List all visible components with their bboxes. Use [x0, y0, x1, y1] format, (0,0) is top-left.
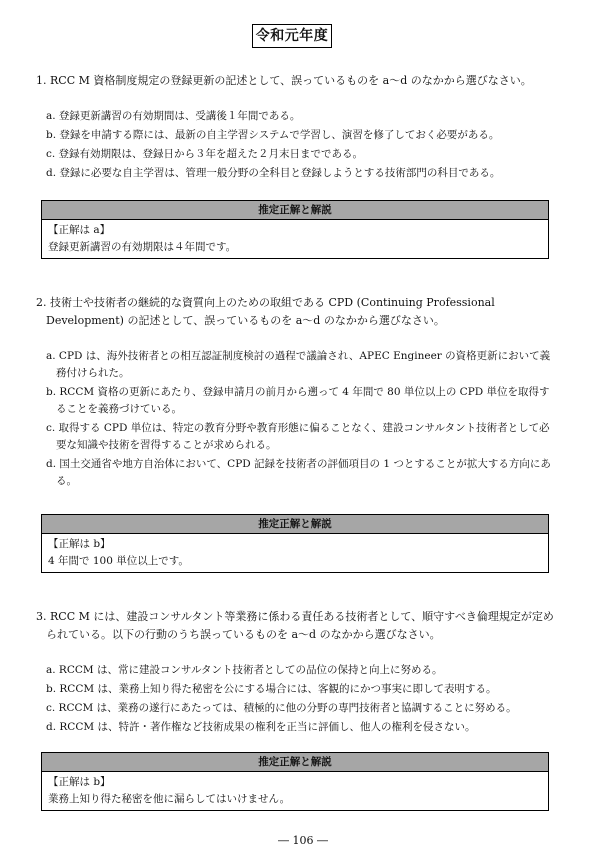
answer-box-header: 推定正解と解説 [42, 753, 548, 772]
answer-explanation: 4 年間で 100 単位以上です。 [48, 555, 189, 567]
answer-explanation: 業務上知り得た秘密を他に漏らしてはいけません。 [48, 793, 291, 805]
page-number: ― 106 ― [278, 834, 328, 847]
option-d: d. 国土交通省や地方自治体において、CPD 記録を技術者の評価項目の 1 つとすることが拡大する方向にある。 [46, 458, 551, 487]
question-2-stem: 2. 技術士や技術者の継続的な資質向上のための取組である CPD (Continuing Professional Development) の記述として、誤っているものを a～d のなかから選びなさい。 [36, 296, 495, 327]
question-1 [36, 72, 556, 90]
option-c: c. 登録有効期限は、登録日から３年を超えた２月末日までである。 [46, 148, 364, 160]
option-b: b. 登録を申請する際には、最新の自主学習システムで学習し、演習を修了しておく必要がある。 [46, 129, 500, 141]
page-title: 令和元年度 [252, 24, 332, 48]
question-1-options [46, 108, 556, 184]
option-a: a. RCCM は、常に建設コンサルタント技術者としての品位の保持と向上に努める。 [46, 664, 443, 676]
question-1-stem: 1. RCC M 資格制度規定の登録更新の記述として、誤っているものを a～d のなかから選びなさい。 [36, 74, 532, 87]
question-3 [36, 608, 556, 644]
answer-label: 【正解は a】 [48, 224, 111, 236]
answer-box-2 [41, 514, 549, 573]
option-d: d. RCCM は、特許・著作権など技術成果の権利を正当に評価し、他人の権利を侵さない。 [46, 721, 476, 733]
option-b: b. RCCM 資格の更新にあたり、登録申請月の前月から遡って 4 年間で 80 単位以上の CPD 単位を取得することを義務づけている。 [46, 386, 550, 415]
option-a: a. 登録更新講習の有効期間は、受講後１年間である。 [46, 110, 301, 122]
option-c: c. 取得する CPD 単位は、特定の教育分野や教育形態に偏ることなく、建設コンサルタント技術者として必要な知識や技術を習得することが求められる。 [46, 422, 550, 451]
question-3-stem: 3. RCC M には、建設コンサルタント等業務に係わる責任ある技術者として、順守すべき倫理規定が定められている。以下の行動のうち誤っているものを a～d のなかから選びなさい。 [36, 610, 554, 641]
option-d: d. 登録に必要な自主学習は、管理一般分野の全科目と登録しようとする技術部門の科目である。 [46, 167, 501, 179]
option-c: c. RCCM は、業務の遂行にあたっては、積極的に他の分野の専門技術者と協調することに努める。 [46, 702, 517, 714]
answer-explanation: 登録更新講習の有効期限は４年間です。 [48, 241, 237, 253]
option-a: a. CPD は、海外技術者との相互認証制度検討の過程で議論され、APEC Engineer の資格更新において義務付けられた。 [46, 350, 551, 379]
answer-label: 【正解は b】 [48, 776, 111, 788]
answer-box-header: 推定正解と解説 [42, 515, 548, 534]
answer-box-header: 推定正解と解説 [42, 201, 548, 220]
question-2-options [46, 348, 556, 492]
answer-box-3 [41, 752, 549, 811]
question-3-options [46, 662, 556, 738]
answer-box-1 [41, 200, 549, 259]
question-2 [36, 294, 556, 330]
option-b: b. RCCM は、業務上知り得た秘密を公にする場合には、客観的にかつ事実に即して表明する。 [46, 683, 497, 695]
answer-label: 【正解は b】 [48, 538, 111, 550]
